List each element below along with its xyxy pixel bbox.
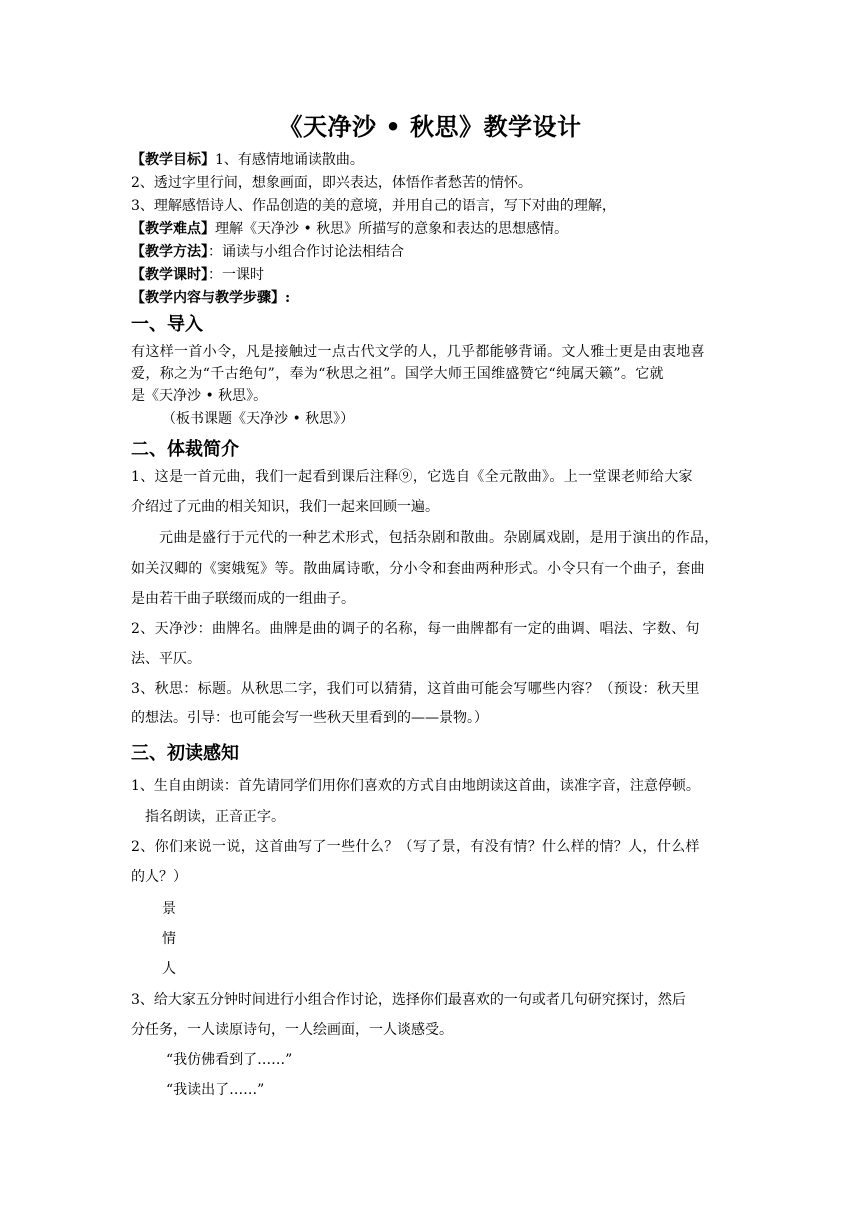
genre-l4: 如关汉卿的《窦娥冤》等。散曲属诗歌，分小令和套曲两种形式。小令只有一个曲子，套曲 xyxy=(131,561,705,577)
board-word-scene: 景 xyxy=(162,901,176,917)
hours-label: 【教学课时】 xyxy=(131,267,208,283)
board-word-emotion: 情 xyxy=(162,931,176,947)
section-heading-reading: 三、初读感知 xyxy=(131,743,239,764)
prompt-saw: “我仿佛看到了……” xyxy=(166,1052,293,1068)
genre-l7: 法、平仄。 xyxy=(131,651,201,667)
genre-l6: 2、天净沙：曲牌名。曲牌是曲的调子的名称，每一曲牌都有一定的曲调、唱法、字数、句 xyxy=(131,621,700,637)
intro-p3: 是《天净沙 • 秋思》。 xyxy=(131,388,268,404)
content-label: 【教学内容与教学步骤】 xyxy=(131,290,285,306)
goal-2: 2、透过字里行间，想象画面，即兴表达，体悟作者愁苦的情怀。 xyxy=(131,175,532,191)
board-word-person: 人 xyxy=(162,961,176,977)
method-text: ：诵读与小组合作讨论法相结合 xyxy=(208,244,404,260)
method-line xyxy=(131,242,404,262)
difficulty-line xyxy=(131,219,568,239)
reading-l6: 分任务，一人读原诗句，一人绘画面，一人谈感受。 xyxy=(131,1022,453,1038)
hours-line xyxy=(131,265,264,285)
section-heading-intro: 一、导入 xyxy=(131,314,203,335)
intro-p1: 有这样一首小令，凡是接触过一点古代文学的人，几乎都能够背诵。文人雅士更是由衷地喜 xyxy=(131,344,705,360)
reading-l3: 2、你们来说一说，这首曲写了一些什么？（写了景，有没有情？什么样的情？人，什么样 xyxy=(131,839,700,855)
intro-p2: 爱，称之为“千古绝句”，奉为“秋思之祖”。国学大师王国维盛赞它“纯属天籁”。它就 xyxy=(131,366,664,382)
prompt-read: “我读出了……” xyxy=(166,1082,265,1098)
difficulty-label: 【教学难点】 xyxy=(131,221,215,237)
genre-l3: 元曲是盛行于元代的一种艺术形式，包括杂剧和散曲。杂剧属戏剧，是用于演出的作品， xyxy=(159,530,719,546)
genre-l1: 1、这是一首元曲，我们一起看到课后注释⑨，它选自《全元散曲》。上一堂课老师给大家 xyxy=(131,469,693,485)
goal-label: 【教学目标】 xyxy=(131,152,215,168)
genre-l2: 介绍过了元曲的相关知识，我们一起来回顾一遍。 xyxy=(131,499,439,515)
difficulty-text: 理解《天净沙 • 秋思》所描写的意象和表达的思想感情。 xyxy=(215,221,569,237)
goal-3: 3、理解感悟诗人、作品创造的美的意境，并用自己的语言，写下对曲的理解， xyxy=(131,198,616,214)
intro-board-note: （板书课题《天净沙 • 秋思》） xyxy=(162,411,355,427)
goal-line xyxy=(131,150,364,170)
hours-text: ：一课时 xyxy=(208,267,264,283)
section-heading-genre: 二、体裁简介 xyxy=(131,439,239,460)
reading-l2: 指名朗读，正音正字。 xyxy=(145,809,285,825)
reading-l5: 3、给大家五分钟时间进行小组合作讨论，选择你们最喜欢的一句或者几句研究探讨，然后 xyxy=(131,992,686,1008)
reading-l1: 1、生自由朗读：首先请同学们用你们喜欢的方式自由地朗读这首曲，读准字音，注意停顿。 xyxy=(131,778,700,794)
goal-1: 1、有感情地诵读散曲。 xyxy=(215,152,364,168)
genre-l5: 是由若干曲子联缀而成的一组曲子。 xyxy=(131,591,355,607)
genre-l8: 3、秋思：标题。从秋思二字，我们可以猜猜，这首曲可能会写哪些内容？（预设：秋天里 xyxy=(131,681,700,697)
genre-l9: 的想法。引导：也可能会写一些秋天里看到的——景物。） xyxy=(131,710,488,726)
content-colon: : xyxy=(285,290,291,306)
content-line xyxy=(131,288,290,308)
document-title: 《天净沙 • 秋思》教学设计 xyxy=(278,113,582,141)
method-label: 【教学方法】 xyxy=(131,244,208,260)
reading-l4: 的人？） xyxy=(131,869,187,885)
